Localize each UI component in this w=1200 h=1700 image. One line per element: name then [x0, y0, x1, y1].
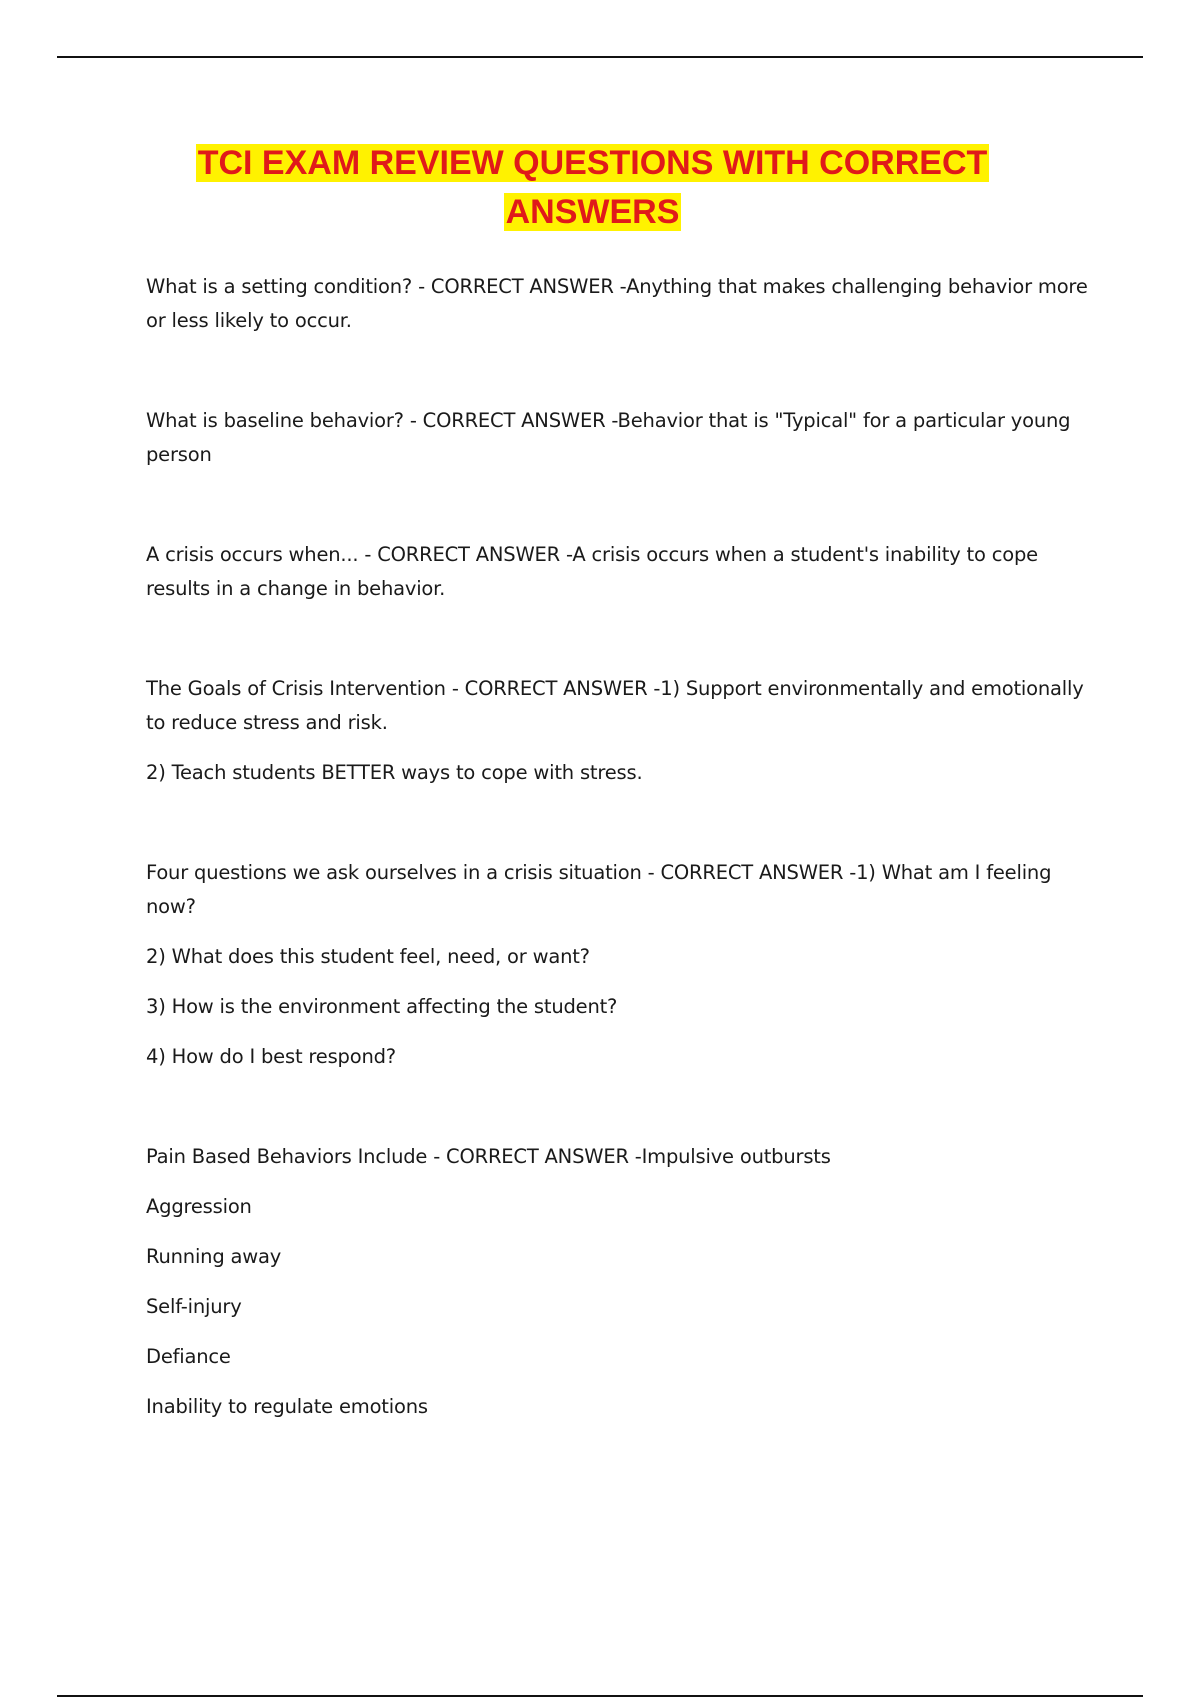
document-title [120, 142, 1065, 240]
qa-item-crisis-occurs [146, 538, 1106, 606]
qa-paragraph: 4) How do I best respond? [146, 1045, 396, 1068]
qa-paragraph: Inability to regulate emotions [146, 1395, 428, 1418]
qa-paragraph: Defiance [146, 1345, 231, 1368]
title-line-2: ANSWERS [505, 193, 680, 231]
qa-paragraph: Running away [146, 1245, 282, 1268]
qa-paragraph: What is baseline behavior? - CORRECT ANSWER -Behavior that is "Typical" for a particular young person [146, 409, 1071, 466]
qa-paragraph: 2) What does this student feel, need, or want? [146, 945, 590, 968]
qa-item-pain-based-behaviors [146, 1140, 1106, 1424]
qa-list [146, 270, 1106, 1424]
qa-paragraph: Self-injury [146, 1295, 242, 1318]
qa-paragraph: A crisis occurs when... - CORRECT ANSWER -A crisis occurs when a student's inability to cope results in a change in behavior. [146, 543, 1038, 600]
qa-paragraph: Four questions we ask ourselves in a crisis situation - CORRECT ANSWER -1) What am I feeling now? [146, 861, 1052, 918]
title-line-1: TCI EXAM REVIEW QUESTIONS WITH CORRECT [197, 144, 988, 182]
qa-paragraph: What is a setting condition? - CORRECT ANSWER -Anything that makes challenging behavior more or less likely to occur. [146, 275, 1088, 332]
bottom-rule [57, 1695, 1143, 1697]
qa-paragraph: The Goals of Crisis Intervention - CORRECT ANSWER -1) Support environmentally and emotionally to reduce stress and risk. [146, 677, 1084, 734]
qa-item-four-questions [146, 856, 1106, 1074]
top-rule [57, 56, 1143, 58]
qa-item-goals-of-crisis-intervention [146, 672, 1106, 790]
qa-item-setting-condition [146, 270, 1106, 338]
qa-paragraph: 3) How is the environment affecting the student? [146, 995, 618, 1018]
qa-paragraph: Aggression [146, 1195, 252, 1218]
qa-paragraph: 2) Teach students BETTER ways to cope with stress. [146, 761, 643, 784]
qa-item-baseline-behavior [146, 404, 1106, 472]
qa-paragraph: Pain Based Behaviors Include - CORRECT ANSWER -Impulsive outbursts [146, 1145, 831, 1168]
